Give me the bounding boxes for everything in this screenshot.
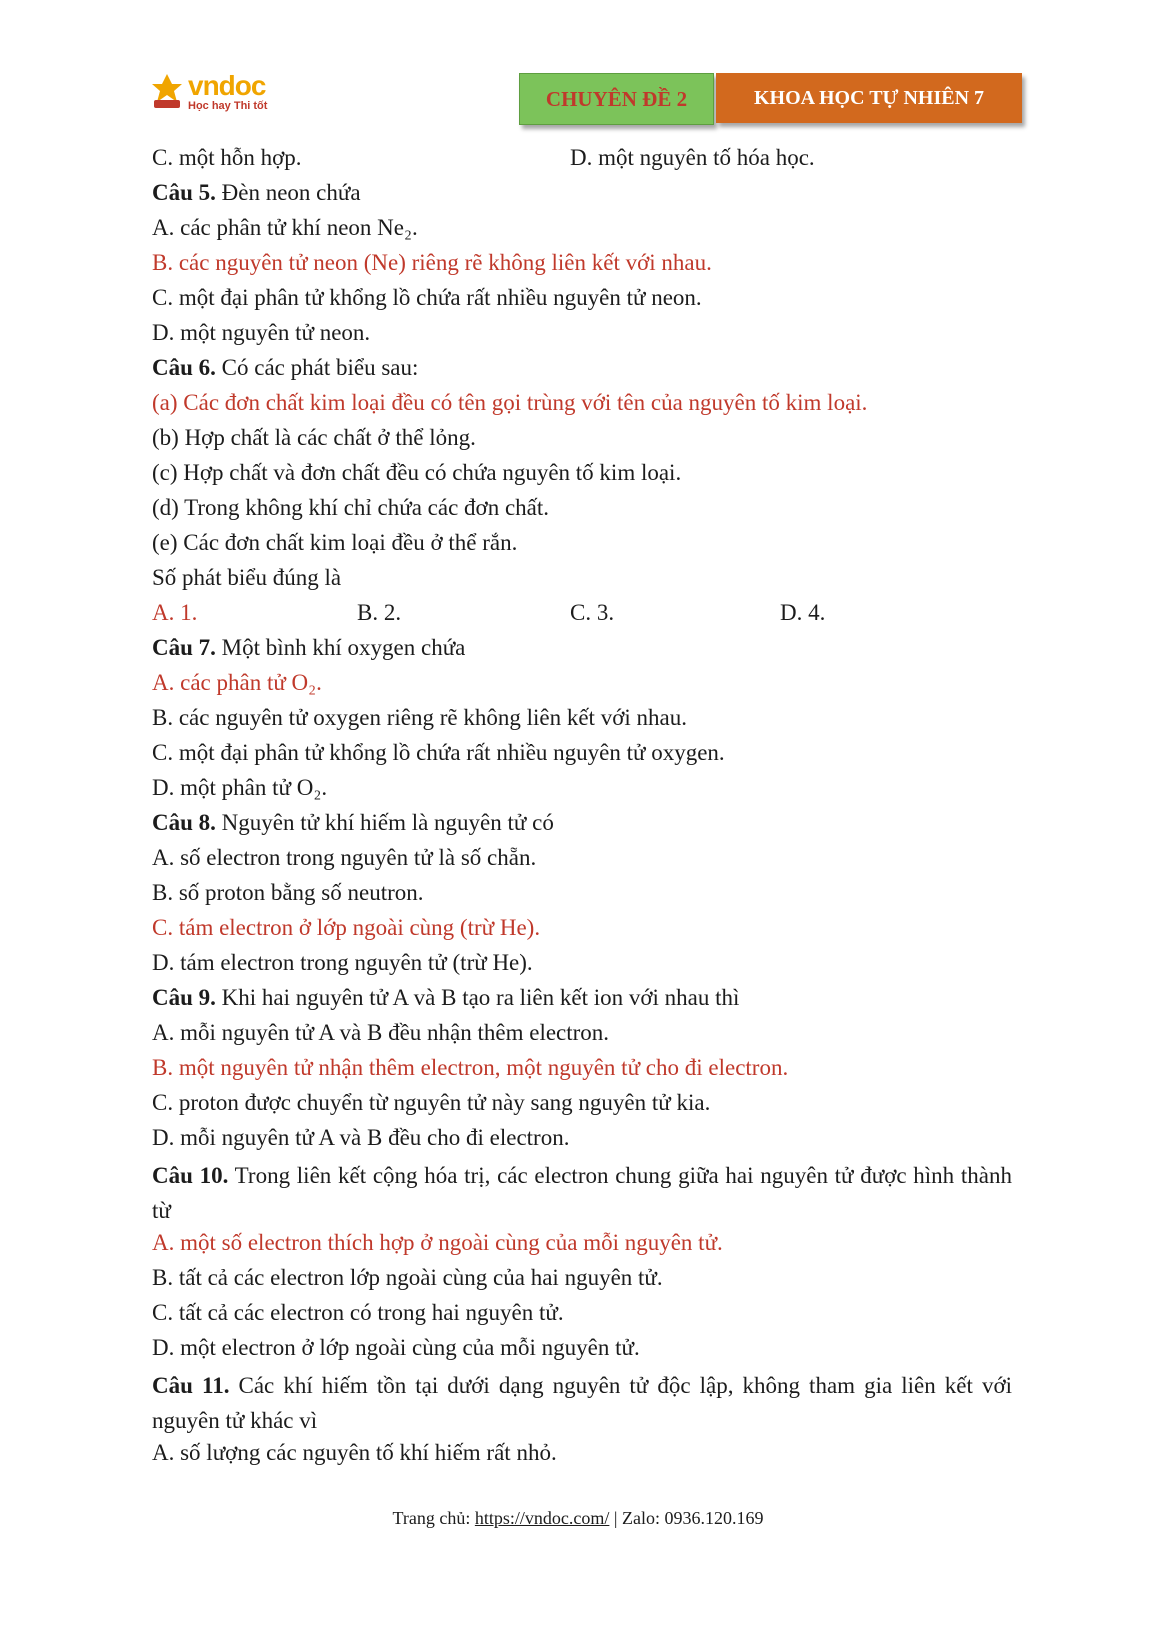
question-label: Câu 9. <box>152 985 216 1010</box>
question-stem: Một bình khí oxygen chứa <box>215 635 466 660</box>
question-7 <box>152 633 465 663</box>
q9-option-d: D. mỗi nguyên tử A và B đều cho đi electron. <box>152 1125 570 1150</box>
q6-option-b: B. 2. <box>357 600 402 625</box>
question-5 <box>152 178 361 208</box>
question-label: Câu 10. <box>152 1163 229 1188</box>
q10-option-d: D. một electron ở lớp ngoài cùng của mỗi nguyên tử. <box>152 1335 640 1360</box>
q5-option-d: D. một nguyên tử neon. <box>152 320 371 345</box>
q11-option-a: A. số lượng các nguyên tố khí hiếm rất nhỏ. <box>152 1440 557 1465</box>
q8-option-b: B. số proton bằng số neutron. <box>152 880 424 905</box>
q9-option-b-correct: B. một nguyên tử nhận thêm electron, một nguyên tử cho đi electron. <box>152 1055 789 1080</box>
question-stem: Trong liên kết cộng hóa trị, các electron chung giữa hai nguyên tử được hình thành từ <box>152 1163 1012 1223</box>
q7-option-a-correct: A. các phân tử O₂. <box>152 670 322 695</box>
question-label: Câu 7. <box>152 635 216 660</box>
footer-prefix: Trang chủ: <box>392 1508 475 1528</box>
q6-ask: Số phát biểu đúng là <box>152 565 342 590</box>
question-8 <box>152 808 554 838</box>
question-label: Câu 6. <box>152 355 216 380</box>
q6-option-a-correct: A. 1. <box>152 600 198 625</box>
question-11 <box>152 1368 1012 1438</box>
q6-statement-b: (b) Hợp chất là các chất ở thể lỏng. <box>152 425 476 450</box>
question-stem: Các khí hiếm tồn tại dưới dạng nguyên tử độc lập, không tham gia liên kết với nguyên tử khác vì <box>152 1373 1013 1433</box>
question-stem: Đèn neon chứa <box>215 180 361 205</box>
question-label: Câu 5. <box>152 180 216 205</box>
q7-option-c: C. một đại phân tử khổng lồ chứa rất nhiều nguyên tử oxygen. <box>152 740 725 765</box>
question-stem: Khi hai nguyên tử A và B tạo ra liên kết ion với nhau thì <box>215 985 740 1010</box>
footer-contact: | Zalo: 0936.120.169 <box>609 1508 764 1528</box>
q5-option-a: A. các phân tử khí neon Ne₂. <box>152 215 418 240</box>
q10-option-b: B. tất cả các electron lớp ngoài cùng của hai nguyên tử. <box>152 1265 663 1290</box>
q9-option-a: A. mỗi nguyên tử A và B đều nhận thêm electron. <box>152 1020 610 1045</box>
q7-option-d: D. một phân tử O₂. <box>152 775 328 800</box>
q6-statement-e: (e) Các đơn chất kim loại đều ở thể rắn. <box>152 530 518 555</box>
question-label: Câu 8. <box>152 810 216 835</box>
question-9 <box>152 983 739 1013</box>
q10-option-a-correct: A. một số electron thích hợp ở ngoài cùng của mỗi nguyên tử. <box>152 1230 723 1255</box>
question-10 <box>152 1158 1012 1228</box>
logo-slogan: Học hay Thi tốt <box>188 100 268 112</box>
q6-statement-c: (c) Hợp chất và đơn chất đều có chứa nguyên tố kim loại. <box>152 460 682 485</box>
q4-option-c: C. một hỗn hợp. <box>152 145 302 170</box>
q8-option-c-correct: C. tám electron ở lớp ngoài cùng (trừ He). <box>152 915 541 940</box>
q5-option-b-correct: B. các nguyên tử neon (Ne) riêng rẽ không liên kết với nhau. <box>152 250 712 275</box>
q6-statement-a: (a) Các đơn chất kim loại đều có tên gọi trùng với tên của nguyên tố kim loại. <box>152 390 868 415</box>
q9-option-c: C. proton được chuyển từ nguyên tử này sang nguyên tử kia. <box>152 1090 711 1115</box>
homepage-link[interactable]: https://vndoc.com/ <box>474 1508 610 1528</box>
question-label: Câu 11. <box>152 1373 230 1398</box>
question-stem: Có các phát biểu sau: <box>215 355 419 380</box>
q8-option-d: D. tám electron trong nguyên tử (trừ He). <box>152 950 533 975</box>
q6-option-d: D. 4. <box>780 600 826 625</box>
q4-option-d: D. một nguyên tố hóa học. <box>570 145 815 170</box>
page-footer <box>0 1508 1156 1529</box>
q5-option-c: C. một đại phân tử khổng lồ chứa rất nhiều nguyên tử neon. <box>152 285 702 310</box>
subject-tag: KHOA HỌC TỰ NHIÊN 7 <box>716 73 1022 123</box>
q8-option-a: A. số electron trong nguyên tử là số chẵn. <box>152 845 537 870</box>
q7-option-b: B. các nguyên tử oxygen riêng rẽ không liên kết với nhau. <box>152 705 687 730</box>
topic-tag: CHUYÊN ĐỀ 2 <box>519 73 714 125</box>
question-stem: Nguyên tử khí hiếm là nguyên tử có <box>215 810 554 835</box>
question-6 <box>152 353 418 383</box>
q10-option-c: C. tất cả các electron có trong hai nguyên tử. <box>152 1300 564 1325</box>
logo-text: vndoc <box>188 70 266 101</box>
vndoc-logo[interactable] <box>148 70 283 114</box>
logo-emblem-icon <box>148 72 186 112</box>
q6-statement-d: (d) Trong không khí chỉ chứa các đơn chất. <box>152 495 550 520</box>
q6-option-c: C. 3. <box>570 600 615 625</box>
